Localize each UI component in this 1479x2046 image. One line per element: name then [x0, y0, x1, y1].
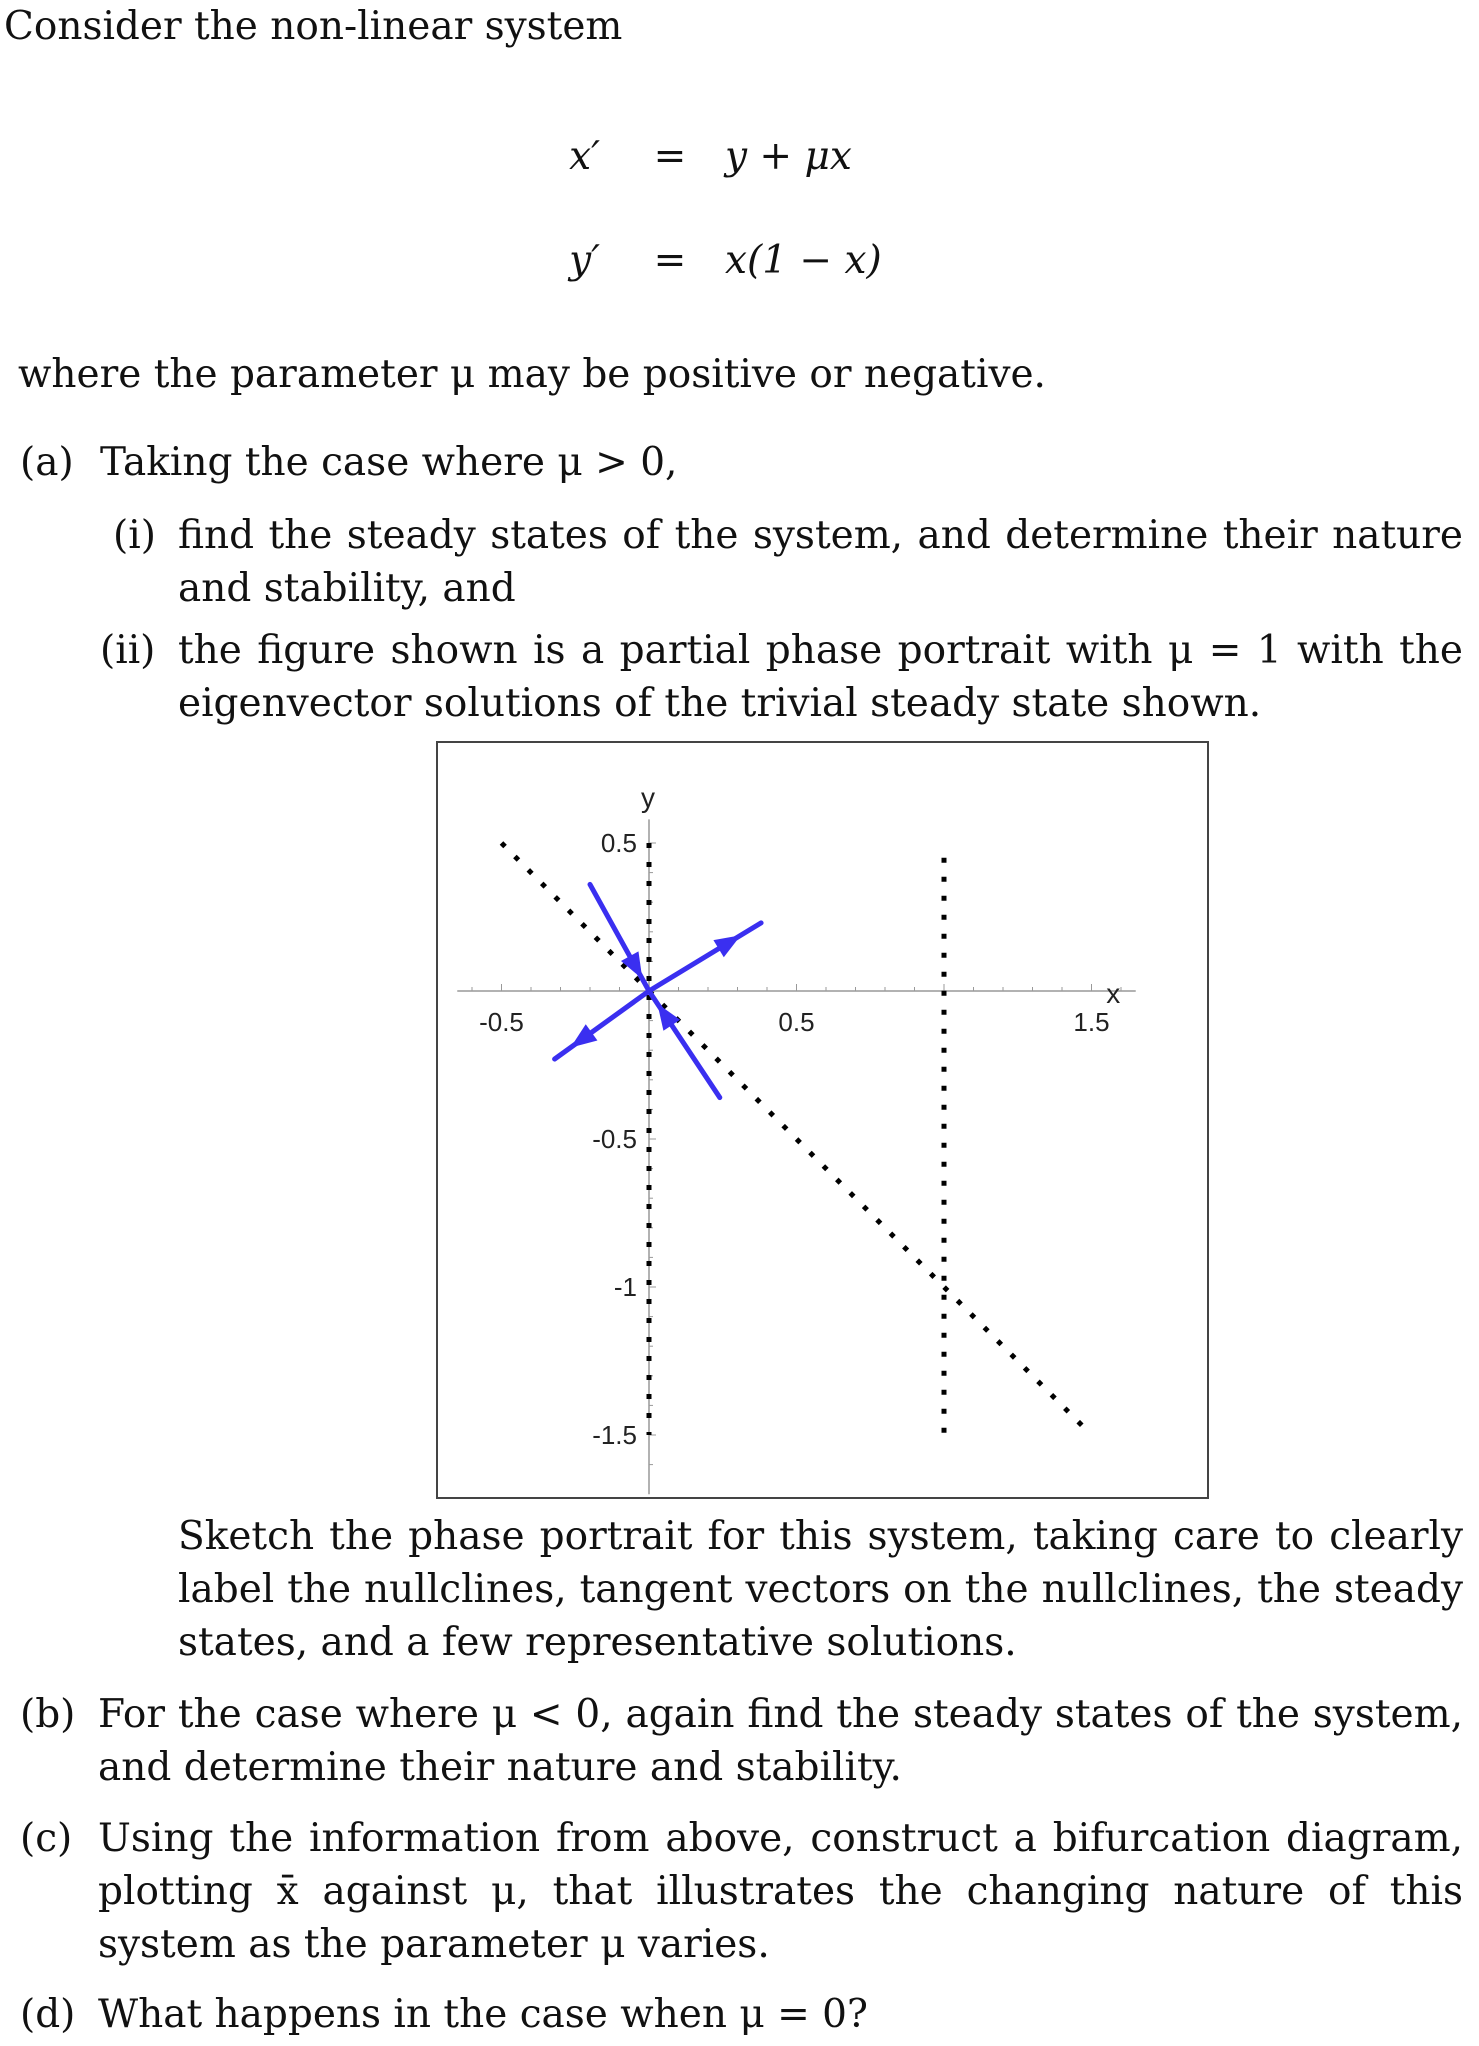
y-tick-label: 0.5: [600, 828, 637, 858]
x-tick-label: 0.5: [778, 1007, 815, 1037]
part-a-ii-text: the figure shown is a partial phase portrait with μ = 1 with the eigenvector solutions of the trivial steady state shown.: [178, 628, 1463, 726]
equation-rhs: y + μx: [725, 134, 852, 179]
part-d-label: (d): [20, 1992, 76, 2037]
eigenvector-arrowhead: [713, 935, 740, 957]
part-d-text: What happens in the case when μ = 0?: [98, 1992, 868, 2037]
equation-y: [0, 236, 1479, 286]
y-tick-label: -1: [613, 1272, 637, 1302]
y-tick-label: -0.5: [592, 1124, 637, 1154]
x-tick-label: 1.5: [1073, 1007, 1110, 1037]
part-b-text: For the case where μ < 0, again find the steady states of the system, and determine their nature and stability.: [98, 1692, 1463, 1790]
part-a-ii-label: (ii): [100, 628, 156, 673]
sketch-instructions: Sketch the phase portrait for this system, taking care to clearly label the nullclines, tangent vectors on the nullclines, the steady states, and a few representative solutions.: [178, 1514, 1463, 1665]
phase-portrait-figure: [436, 741, 1209, 1499]
part-a-text: Taking the case where μ > 0,: [100, 440, 678, 485]
equation-lhs: x′: [569, 134, 600, 179]
part-a-i-text: find the steady states of the system, and determine their nature and stability, and: [178, 513, 1463, 611]
eigenvector-line: [649, 923, 761, 991]
part-a-i-label: (i): [113, 513, 156, 558]
equals-sign: =: [653, 134, 687, 179]
intro-text: Consider the non-linear system: [4, 4, 623, 49]
x-axis-label: x: [1106, 978, 1121, 1009]
diagonal-nullcline: [502, 843, 1092, 1435]
parameter-note: where the parameter μ may be positive or negative.: [18, 352, 1046, 397]
eigenvector-line: [555, 991, 649, 1059]
part-b-label: (b): [20, 1692, 76, 1737]
equation-rhs: x(1 − x): [725, 238, 882, 283]
y-tick-label: -1.5: [592, 1420, 637, 1450]
eigenvector-arrowhead: [570, 1024, 597, 1047]
equation-x: [0, 132, 1479, 182]
equals-sign: =: [653, 238, 687, 283]
part-a-label: (a): [20, 440, 74, 485]
part-c-label: (c): [20, 1816, 73, 1861]
part-c-text: Using the information from above, construct a bifurcation diagram, plotting x̄ against μ, that illustrates the changing nature of this system as the parameter μ varies.: [98, 1816, 1463, 1967]
y-axis-label: y: [641, 782, 655, 813]
x-tick-label: -0.5: [479, 1007, 524, 1037]
equation-lhs: y′: [569, 238, 600, 283]
phase-portrait-chart: [438, 743, 1207, 1497]
